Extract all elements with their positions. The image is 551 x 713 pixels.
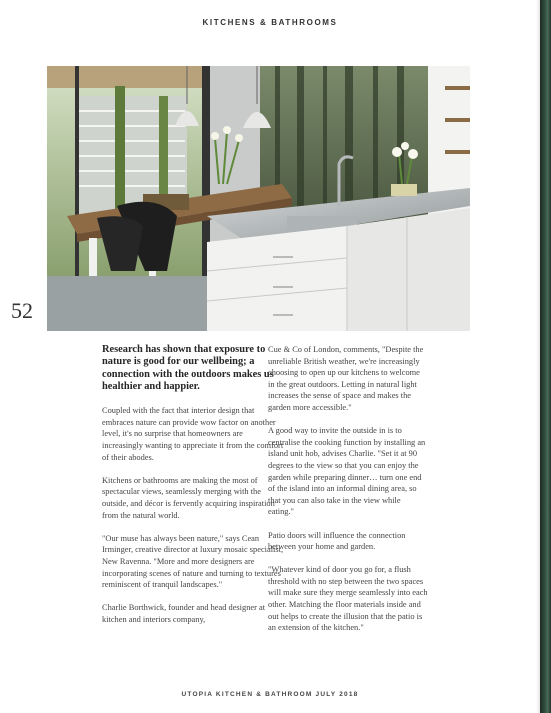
next-page-edge: [540, 0, 551, 713]
article-left-column: [102, 344, 284, 637]
page-footer: UTOPIA KITCHEN & BATHROOM JULY 2018: [181, 691, 359, 698]
article-paragraph: Patio doors will influence the connection between your home and garden.: [268, 530, 406, 552]
article-lead: Research has shown that exposure to nature is good for our wellbeing; a connection with the outdoors makes us healthier and happier.: [102, 344, 274, 392]
article-paragraph: Charlie Borthwick, founder and head designer at kitchen and interiors company,: [102, 603, 266, 624]
article-paragraph: Kitchens or bathrooms are making the most of spectacular views, seamlessly merging with the outside, and décor is fervently acquiring inspiration from the natural world.: [102, 475, 275, 520]
section-header: KITCHENS & BATHROOMS: [202, 18, 338, 27]
article-right-column: [268, 344, 428, 645]
article-paragraph: Coupled with the fact that interior design that embraces nature can provide wow factor on another level, it's no surprise that homeowners are increasingly wanting to appreciate it from the comfort of their abodes.: [102, 406, 284, 462]
article-paragraph: Cue & Co of London, comments, "Despite the unreliable British weather, we're increasingly choosing to open up our kitchens to welcome in the great outdoors. Letting in natural light increases the sense of space and makes the garden more accessible.": [268, 345, 424, 412]
article-paragraph: "Whatever kind of door you go for, a flush threshold with no step between the two spaces will make sure they merge seamlessly into each other. Matching the floor materials inside and out helps to create the illusion that the patio is an extension of the kitchen.": [268, 565, 428, 633]
page-number: 52: [11, 298, 33, 323]
kitchen-island-photo: [47, 66, 470, 331]
article-paragraph: "Our muse has always been nature," says Cean Irminger, creative director at luxury mosaic specialist, New Ravenna. "More and more designers are incorporating scenes of nature and turning to textures reminiscent of tranquil landscapes.": [102, 533, 284, 590]
article-paragraph: A good way to invite the outside in is to centralise the cooking function by installing an island unit hob, advises Charlie. "Set it at 90 degrees to the view so that you can enjoy the garden while preparing dinner… turn one end of the island into an informal dining area, so that you can also take in the view while eating.": [268, 426, 426, 517]
